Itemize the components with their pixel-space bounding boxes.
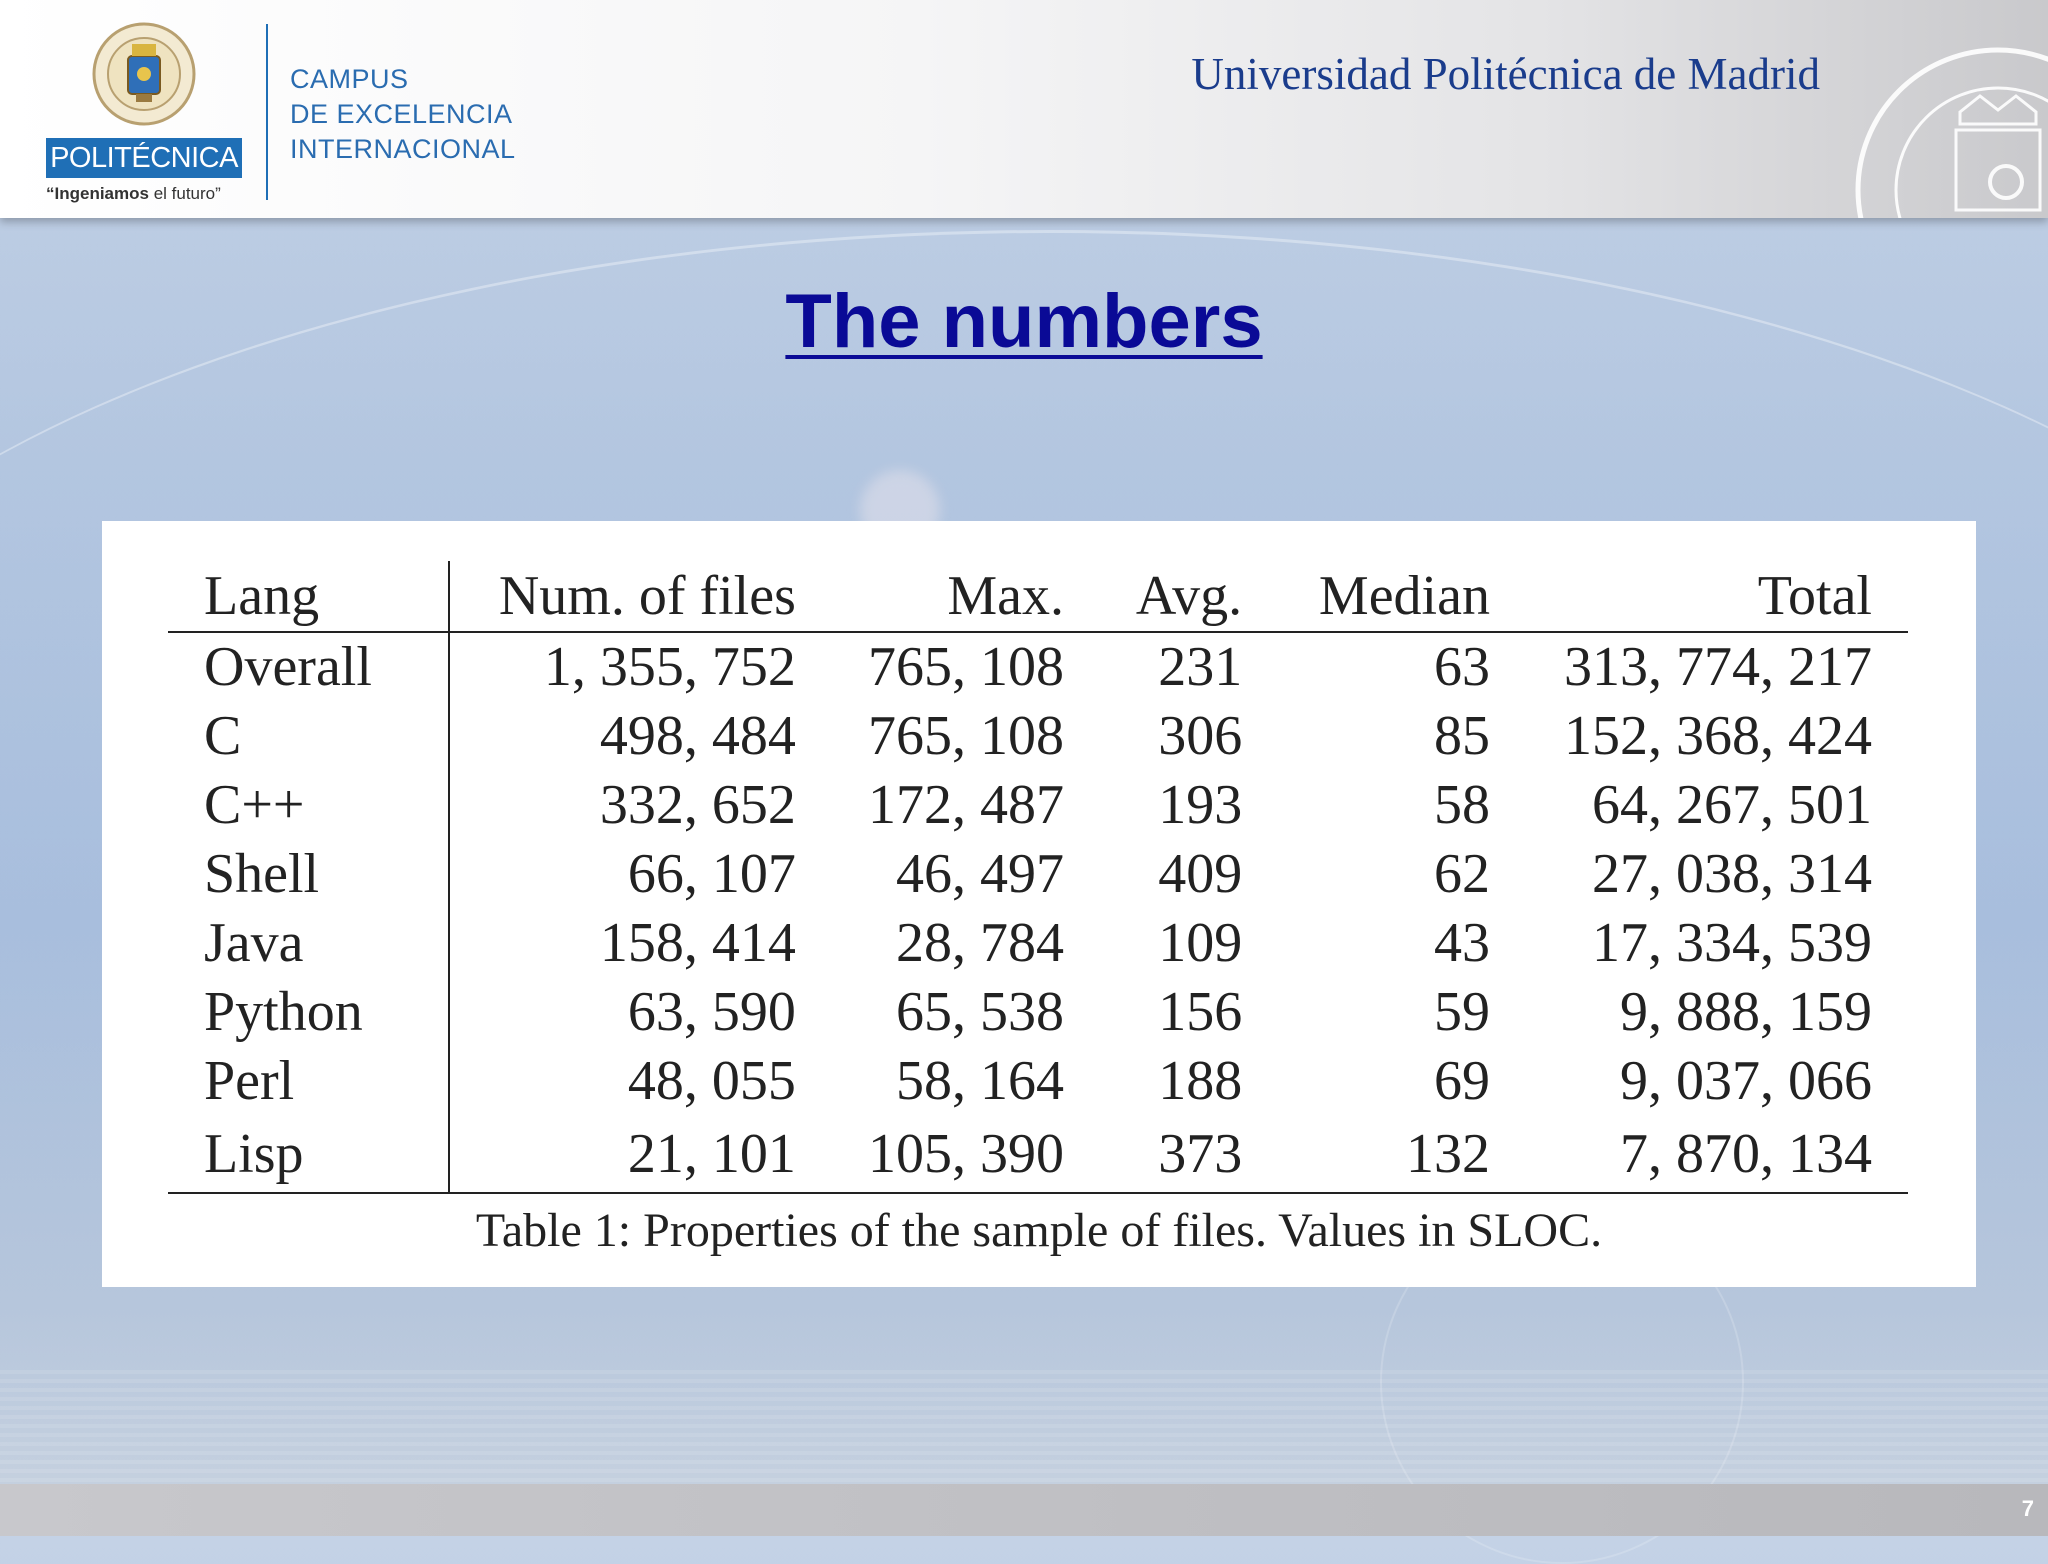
cell-median: 58 <box>1433 774 1490 836</box>
cell-lang: Java <box>168 909 449 978</box>
cell-max: 765, 108 <box>868 705 1065 767</box>
cell-median: 85 <box>1433 705 1490 767</box>
cell-lang: Lisp <box>168 1116 449 1193</box>
cell-num-files: 21, 101 <box>449 1116 796 1193</box>
cell-avg: 156 <box>1158 981 1243 1043</box>
cell-median: 132 <box>1242 1116 1490 1193</box>
cell-total: 9, 888, 159 <box>1620 981 1872 1043</box>
cell-total: 9, 037, 066 <box>1620 1050 1872 1112</box>
campus-line: CAMPUS <box>290 64 409 94</box>
cell-total: 64, 267, 501 <box>1592 774 1872 836</box>
cell-max: 28, 784 <box>896 912 1065 974</box>
cell-num-files: 63, 590 <box>627 981 796 1043</box>
sloc-properties-table <box>168 561 1908 1194</box>
cell-lang: Perl <box>168 1047 449 1116</box>
cell-median: 43 <box>1433 912 1490 974</box>
campus-excelencia-text <box>290 62 550 167</box>
header-divider <box>266 24 268 200</box>
table-row <box>168 771 1908 840</box>
tagline-rest: el futuro” <box>148 184 221 203</box>
cell-max: 765, 108 <box>868 636 1065 698</box>
cell-total: 27, 038, 314 <box>1592 843 1872 905</box>
tagline <box>46 184 256 204</box>
university-name: Universidad Politécnica de Madrid <box>1191 49 1820 99</box>
cell-avg: 193 <box>1158 774 1243 836</box>
footer-bar <box>0 1484 2048 1536</box>
cell-lang: C <box>168 702 449 771</box>
cell-avg: 373 <box>1064 1116 1242 1193</box>
cell-num-files: 158, 414 <box>599 912 796 974</box>
background-stripes <box>0 1370 2048 1485</box>
slide-title: The numbers <box>785 279 1263 364</box>
cell-median: 59 <box>1433 981 1490 1043</box>
cell-num-files: 66, 107 <box>627 843 796 905</box>
header-total: Total <box>1490 561 1908 632</box>
cell-lang: Shell <box>168 840 449 909</box>
slide-header <box>0 0 2048 218</box>
cell-avg: 409 <box>1158 843 1243 905</box>
cell-num-files: 1, 355, 752 <box>543 636 796 698</box>
cell-avg: 306 <box>1158 705 1243 767</box>
campus-line: DE EXCELENCIA <box>290 99 513 129</box>
table-row <box>168 702 1908 771</box>
table-header-row <box>168 561 1908 632</box>
cell-max: 172, 487 <box>868 774 1065 836</box>
table-row <box>168 1116 1908 1193</box>
cell-max: 105, 390 <box>796 1116 1064 1193</box>
table-row <box>168 909 1908 978</box>
header-median: Median <box>1242 561 1490 632</box>
cell-num-files: 498, 484 <box>599 705 796 767</box>
tagline-bold: “Ingeniamos <box>46 184 149 203</box>
header-max: Max. <box>796 561 1064 632</box>
cell-median: 62 <box>1433 843 1490 905</box>
cell-total: 313, 774, 217 <box>1564 636 1872 698</box>
cell-max: 65, 538 <box>896 981 1065 1043</box>
cell-max: 58, 164 <box>896 1050 1065 1112</box>
cell-median: 63 <box>1433 636 1490 698</box>
header-num-files: Num. of files <box>449 561 796 632</box>
cell-lang: Overall <box>168 632 449 702</box>
cell-lang: C++ <box>168 771 449 840</box>
cell-lang: Python <box>168 978 449 1047</box>
cell-total: 17, 334, 539 <box>1592 912 1872 974</box>
header-lang: Lang <box>168 561 449 632</box>
campus-line: INTERNACIONAL <box>290 134 516 164</box>
university-seal-watermark <box>1848 20 2048 218</box>
table-row <box>168 840 1908 909</box>
upm-crest-logo <box>92 20 196 128</box>
page-number: 7 <box>2021 1496 2034 1521</box>
header-avg: Avg. <box>1064 561 1242 632</box>
table-caption: Table 1: Properties of the sample of files. Values in SLOC. <box>475 1204 1603 1257</box>
cell-num-files: 332, 652 <box>599 774 796 836</box>
cell-avg: 231 <box>1158 636 1243 698</box>
cell-total: 7, 870, 134 <box>1490 1116 1908 1193</box>
table-panel <box>102 521 1976 1287</box>
table-row <box>168 632 1908 702</box>
table-row <box>168 978 1908 1047</box>
table-row <box>168 1047 1908 1116</box>
cell-total: 152, 368, 424 <box>1564 705 1872 767</box>
cell-avg: 188 <box>1158 1050 1243 1112</box>
cell-num-files: 48, 055 <box>627 1050 796 1112</box>
politecnica-logo-text: POLITÉCNICA <box>46 138 242 178</box>
cell-median: 69 <box>1433 1050 1490 1112</box>
cell-max: 46, 497 <box>896 843 1065 905</box>
cell-avg: 109 <box>1158 912 1243 974</box>
